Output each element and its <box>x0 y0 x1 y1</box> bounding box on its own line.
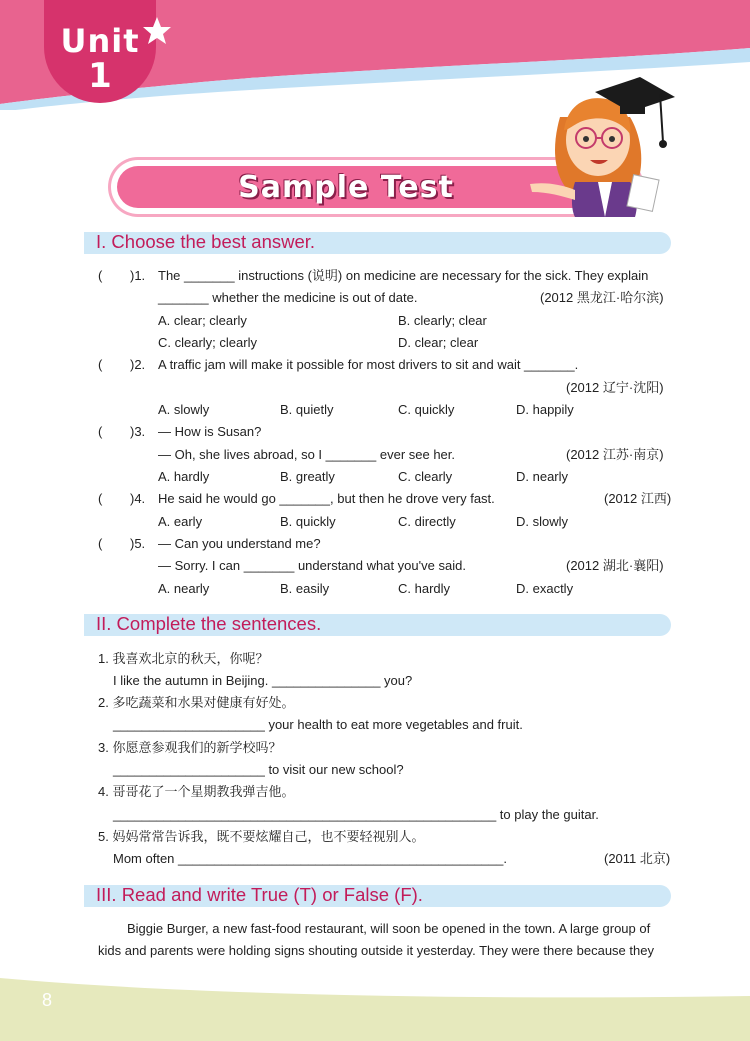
passage-text: kids and parents were holding signs shouting outside it yesterday. They were there because they <box>98 943 654 958</box>
question-number: )5. <box>130 536 146 551</box>
sentence-english: _____________________ your health to eat more vegetables and fruit. <box>113 717 523 732</box>
answer-paren: ( <box>98 268 103 283</box>
question-source: (2012 江西) <box>604 491 672 506</box>
question-source: (2012 黑龙江·哈尔滨) <box>540 290 664 305</box>
unit-label: Unit <box>60 22 140 60</box>
footer-decoration <box>0 970 750 1041</box>
option-a: A. nearly <box>158 581 210 596</box>
option-d: D. clear; clear <box>398 335 479 350</box>
question-number: )4. <box>130 491 146 506</box>
option-b: B. clearly; clear <box>398 313 487 328</box>
question-text: — How is Susan? <box>158 424 262 439</box>
passage-text: Biggie Burger, a new fast-food restaurant, will soon be opened in the town. A large group of <box>127 921 651 936</box>
option-b: B. easily <box>280 581 330 596</box>
option-d: D. happily <box>516 402 574 417</box>
option-c: C. clearly; clearly <box>158 335 257 350</box>
sentence-chinese: 4. 哥哥花了一个星期教我弹吉他。 <box>98 784 295 799</box>
section-3-title: III. Read and write True (T) or False (F). <box>96 884 423 905</box>
answer-paren: ( <box>98 424 103 439</box>
option-b: B. greatly <box>280 469 335 484</box>
sentence-chinese: 5. 妈妈常常告诉我，既不要炫耀自己，也不要轻视别人。 <box>98 829 425 844</box>
unit-number: 1 <box>88 56 112 96</box>
section-2-title: II. Complete the sentences. <box>96 613 322 634</box>
star-icon <box>142 16 172 46</box>
option-a: A. hardly <box>158 469 210 484</box>
sentence-english: Mom often _____________________________________________. <box>113 851 507 866</box>
option-a: A. clear; clearly <box>158 313 247 328</box>
question-number: )1. <box>130 268 146 283</box>
option-c: C. hardly <box>398 581 451 596</box>
teacher-mascot-illustration <box>520 72 680 217</box>
option-c: C. clearly <box>398 469 453 484</box>
option-d: D. exactly <box>516 581 574 596</box>
question-text: _______ whether the medicine is out of date. <box>158 290 418 305</box>
question-number: )3. <box>130 424 146 439</box>
option-b: B. quickly <box>280 514 336 529</box>
answer-paren: ( <box>98 536 103 551</box>
question-text: He said he would go _______, but then he drove very fast. <box>158 491 495 506</box>
page-number: 8 <box>42 990 53 1010</box>
question-source: (2012 湖北·襄阳) <box>566 558 664 573</box>
question-text: A traffic jam will make it possible for most drivers to sit and wait _______. <box>158 357 579 372</box>
section-1-title: I. Choose the best answer. <box>96 231 316 252</box>
option-a: A. slowly <box>158 402 210 417</box>
option-d: D. nearly <box>516 469 569 484</box>
question-number: )2. <box>130 357 146 372</box>
question-text: — Can you understand me? <box>158 536 321 551</box>
question-text: — Oh, she lives abroad, so I _______ ever see her. <box>158 447 456 462</box>
option-a: A. early <box>158 514 203 529</box>
option-d: D. slowly <box>516 514 569 529</box>
option-b: B. quietly <box>280 402 334 417</box>
answer-paren: ( <box>98 357 103 372</box>
option-c: C. quickly <box>398 402 455 417</box>
question-text: — Sorry. I can _______ understand what you've said. <box>158 558 466 573</box>
question-text: The _______ instructions (说明) on medicine are necessary for the sick. They explain <box>158 268 649 283</box>
question-source: (2012 辽宁·沈阳) <box>566 380 664 395</box>
sentence-chinese: 2. 多吃蔬菜和水果对健康有好处。 <box>98 695 295 710</box>
option-c: C. directly <box>398 514 456 529</box>
page-title: Sample Test <box>238 170 454 205</box>
sentence-chinese: 1. 我喜欢北京的秋天，你呢？ <box>98 651 269 666</box>
answer-paren: ( <box>98 491 103 506</box>
sentence-english: _____________________________________________________ to play the guitar. <box>113 807 599 822</box>
sentence-english: I like the autumn in Beijing. _______________ you? <box>113 673 413 688</box>
sentence-chinese: 3. 你愿意参观我们的新学校吗？ <box>98 740 282 755</box>
question-source: (2012 江苏·南京) <box>566 447 664 462</box>
question-source: (2011 北京) <box>604 851 671 866</box>
sentence-english: _____________________ to visit our new school? <box>113 762 404 777</box>
unit-tab <box>44 0 156 103</box>
